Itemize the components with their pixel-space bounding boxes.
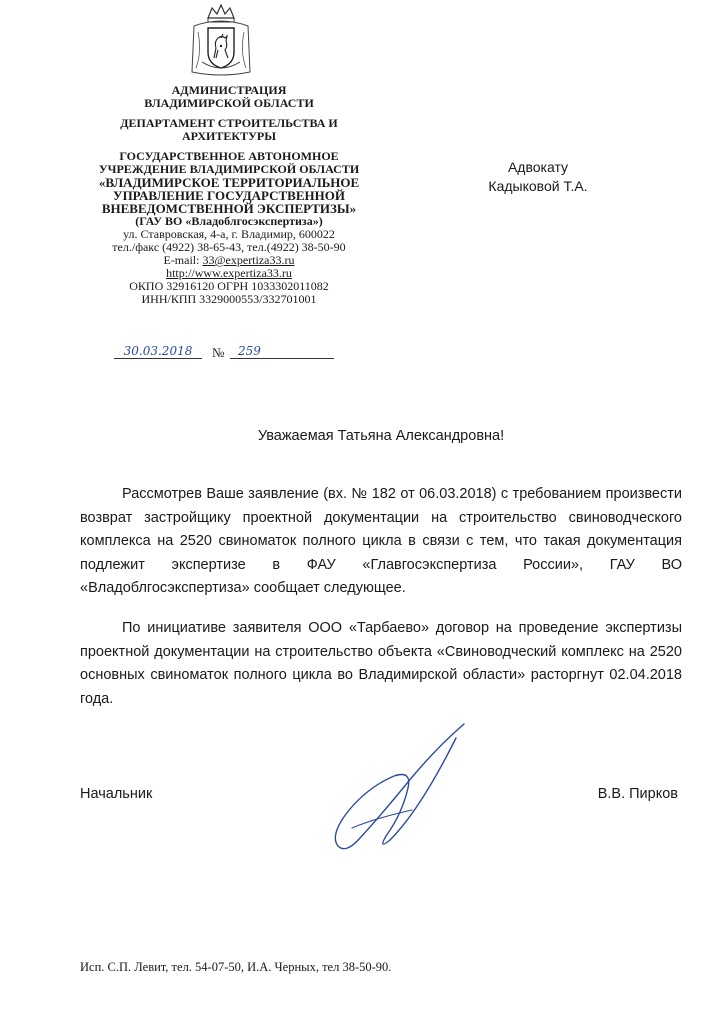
signatory-title: Начальник — [80, 786, 153, 802]
registration-number: 259 — [230, 344, 334, 359]
letterhead-abbreviation: (ГАУ ВО «Владоблгосэкспертиза») — [135, 214, 323, 228]
executor-footer: Исп. С.П. Левит, тел. 54-07-50, И.А. Черных, тел 38-50-90. — [80, 960, 392, 974]
addressee-name: Кадыковой Т.А. — [488, 178, 588, 194]
letterhead-institution-name-3: ВНЕВЕДОМСТВЕННОЙ ЭКСПЕРТИЗЫ» — [101, 201, 357, 216]
number-sign: № — [212, 345, 225, 360]
email-prefix: E-mail: — [163, 253, 203, 267]
letterhead-institution-region: УЧРЕЖДЕНИЕ ВЛАДИМИРСКОЙ ОБЛАСТИ — [98, 162, 360, 176]
letterhead-address: ул. Ставровская, 4-а, г. Владимир, 600022 — [123, 227, 335, 241]
letterhead-institution-type: ГОСУДАРСТВЕННОЕ АВТОНОМНОЕ — [119, 149, 339, 163]
letterhead-codes-okpo: ОКПО 32916120 ОГРН 1033302011082 — [129, 279, 329, 293]
website-link[interactable]: http://www.expertiza33.ru — [166, 266, 292, 280]
signatory-name: В.В. Пирков — [597, 786, 678, 802]
addressee-block — [478, 158, 598, 196]
body-paragraph-1: Рассмотрев Ваше заявление (вх. № 182 от 06.03.2018) с требованием произвести возврат застройщику проектной документации на строительство свиноводческого комплекса на 2520 свиноматок полного цикла в связи с тем, что такая документация подлежит экспертизе в ФАУ «Главгосэкспертиза России», ГАУ ВО «Владоблгосэкспертиза» сообщает следующее. — [80, 486, 682, 596]
letterhead-phone: тел./факс (4922) 38-65-43, тел.(4922) 38-50-90 — [112, 240, 346, 254]
letterhead-institution-name-2: УПРАВЛЕНИЕ ГОСУДАРСТВЕННОЙ — [113, 188, 345, 203]
letterhead-codes-inn: ИНН/КПП 3329000553/332701001 — [141, 292, 317, 306]
letterhead — [80, 84, 378, 306]
registration-line — [114, 344, 354, 364]
letterhead-department: ДЕПАРТАМЕНТ СТРОИТЕЛЬСТВА И — [120, 116, 338, 130]
body-paragraph-2: По инициативе заявителя ООО «Тарбаево» договор на проведение экспертизы проектной документации на строительство объекта «Свиноводческий комплекс на 2520 основных свиноматок полного цикла во Владимирской области» расторгнут 02.04.2018 года. — [80, 620, 682, 707]
letterhead-department-cont: АРХИТЕКТУРЫ — [182, 129, 276, 143]
addressee-role: Адвокату — [507, 159, 569, 175]
letterhead-institution-name-1: «ВЛАДИМИРСКОЕ ТЕРРИТОРИАЛЬНОЕ — [98, 175, 360, 190]
letterhead-administration: АДМИНИСТРАЦИЯ — [171, 83, 287, 97]
coat-of-arms-icon — [188, 2, 254, 78]
handwritten-signature — [316, 718, 476, 860]
registration-date: 30.03.2018 — [114, 344, 202, 359]
greeting: Уважаемая Татьяна Александровна! — [257, 428, 505, 444]
letterhead-region: ВЛАДИМИРСКОЙ ОБЛАСТИ — [144, 96, 314, 110]
email-link[interactable]: 33@expertiza33.ru — [202, 253, 295, 267]
